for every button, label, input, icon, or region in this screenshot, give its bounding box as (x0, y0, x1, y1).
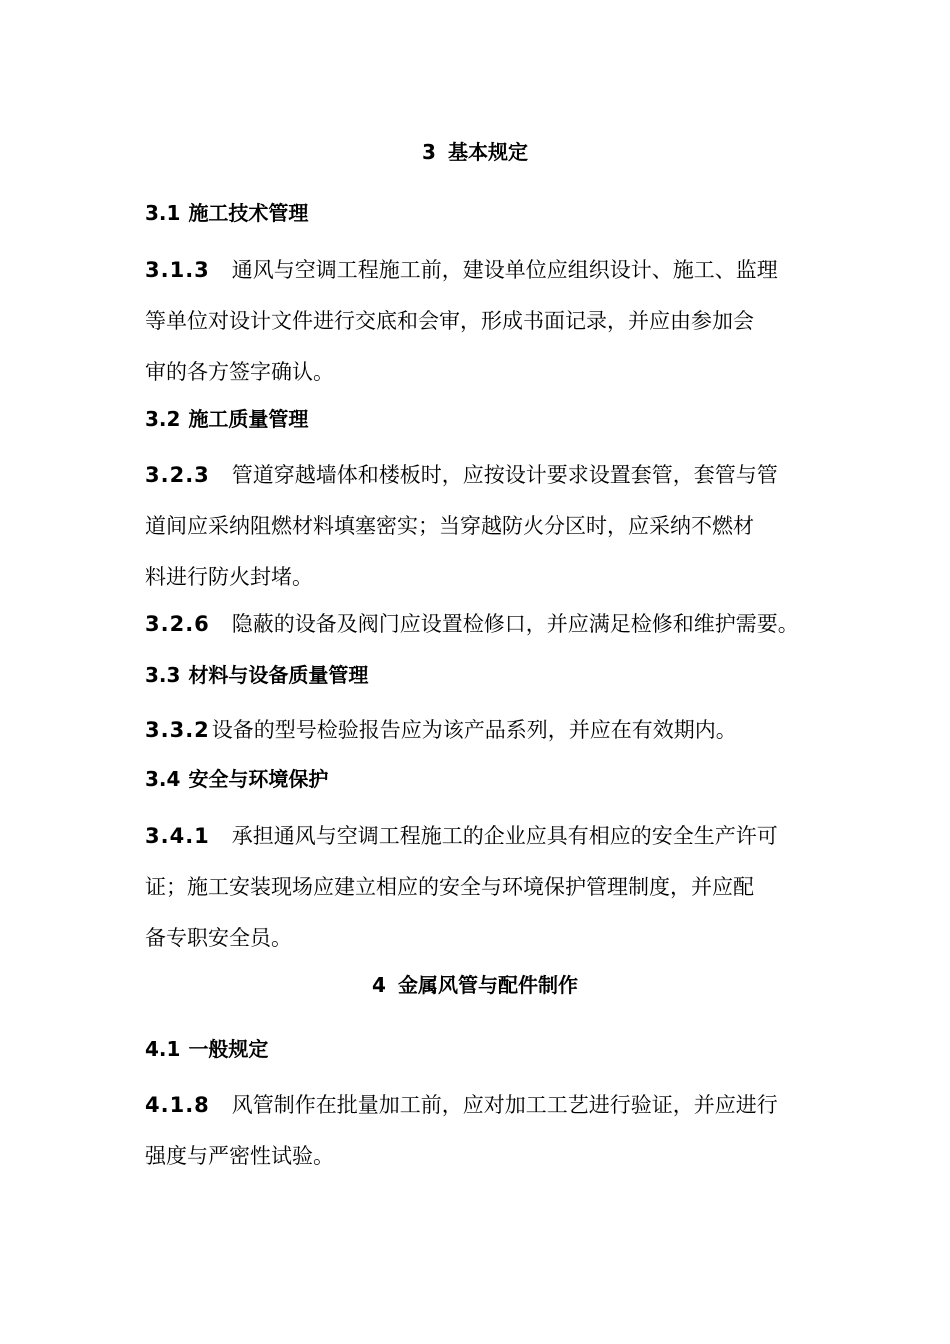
clause-3-2-6 (145, 609, 815, 639)
clause-4-1-8 (145, 1090, 815, 1171)
section-title: 材料与设备质量管理 (188, 663, 369, 687)
clause-text: 设备的型号检验报告应为该产品系列，并应在有效期内。 (211, 718, 737, 742)
clause-number: 3.3.2 (145, 718, 210, 742)
chapter-title-text: 金属风管与配件制作 (397, 973, 578, 997)
chapter-number: 3 (422, 140, 436, 164)
section-title: 施工质量管理 (188, 407, 309, 431)
section-number: 3.2 (145, 407, 181, 431)
clause-line: 道间应采纳阻燃材料填塞密实；当穿越防火分区时，应采纳不燃材 (145, 514, 754, 538)
section-number: 3.1 (145, 201, 181, 225)
clause-number: 3.2.6 (145, 612, 210, 636)
chapter-title-4 (0, 971, 950, 999)
clause-line (145, 1090, 815, 1141)
clause-text: 风管制作在批量加工前，应对加工工艺进行验证，并应进行 (231, 1093, 778, 1117)
clause-line (145, 821, 815, 872)
clause-number: 3.4.1 (145, 824, 210, 848)
clause-text: 通风与空调工程施工前，建设单位应组织设计、施工、监理 (231, 258, 778, 282)
clause-line: 证；施工安装现场应建立相应的安全与环境保护管理制度，并应配 (145, 875, 754, 899)
clause-3-2-3 (145, 460, 815, 592)
section-title: 施工技术管理 (188, 201, 309, 225)
clause-3-1-3 (145, 255, 815, 387)
clause-line (145, 460, 815, 511)
section-heading-3-4 (145, 765, 825, 793)
clause-3-4-1 (145, 821, 815, 953)
section-heading-3-2 (145, 405, 825, 433)
clause-number: 4.1.8 (145, 1093, 210, 1117)
clause-line (145, 255, 815, 306)
clause-number: 3.1.3 (145, 258, 210, 282)
section-heading-3-1 (145, 199, 825, 227)
clause-line (145, 715, 815, 745)
clause-line: 强度与严密性试验。 (145, 1144, 334, 1168)
section-title: 安全与环境保护 (188, 767, 329, 791)
clause-line: 等单位对设计文件进行交底和会审，形成书面记录，并应由参加会 (145, 309, 754, 333)
chapter-title-3 (0, 138, 950, 166)
clause-3-3-2 (145, 715, 815, 745)
section-title: 一般规定 (188, 1037, 269, 1061)
clause-text: 承担通风与空调工程施工的企业应具有相应的安全生产许可 (231, 824, 778, 848)
clause-line: 备专职安全员。 (145, 926, 292, 950)
clause-text: 管道穿越墙体和楼板时，应按设计要求设置套管，套管与管 (231, 463, 778, 487)
clause-line: 审的各方签字确认。 (145, 360, 334, 384)
section-heading-3-3 (145, 661, 825, 689)
section-number: 4.1 (145, 1037, 181, 1061)
clause-text: 隐蔽的设备及阀门应设置检修口，并应满足检修和维护需要。 (231, 612, 799, 636)
chapter-title-text: 基本规定 (447, 140, 528, 164)
clause-line (145, 609, 815, 639)
chapter-number: 4 (372, 973, 386, 997)
section-number: 3.3 (145, 663, 181, 687)
section-heading-4-1 (145, 1035, 825, 1063)
section-number: 3.4 (145, 767, 181, 791)
clause-line: 料进行防火封堵。 (145, 565, 313, 589)
clause-number: 3.2.3 (145, 463, 210, 487)
